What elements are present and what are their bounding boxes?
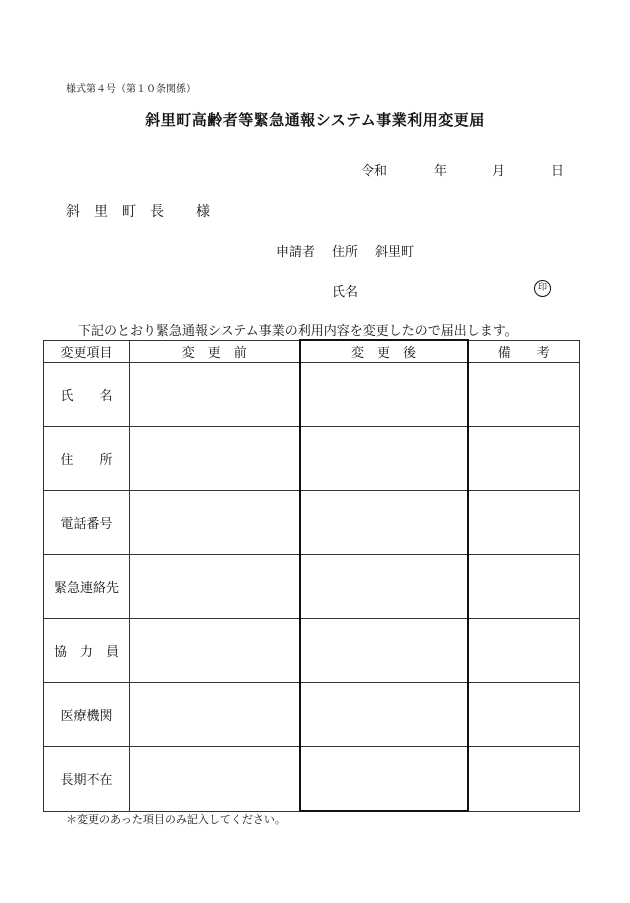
row-label-phone: 電話番号 <box>44 491 130 555</box>
table-header-row <box>44 340 580 363</box>
after-cell[interactable] <box>300 491 468 555</box>
after-cell[interactable] <box>300 619 468 683</box>
after-cell[interactable] <box>300 555 468 619</box>
before-cell[interactable] <box>130 555 300 619</box>
applicant-label: 申請者 <box>276 245 316 260</box>
row-label-long-absence: 長期不在 <box>44 747 130 812</box>
notes-cell[interactable] <box>468 555 580 619</box>
row-label-address: 住 所 <box>44 427 130 491</box>
intro-text: 下記のとおり緊急通報システム事業の利用内容を変更したので届出します。 <box>78 324 518 339</box>
table-row <box>44 363 580 427</box>
after-cell[interactable] <box>300 747 468 812</box>
row-label-cooperator: 協 力 員 <box>44 619 130 683</box>
header-change-item: 変更項目 <box>44 340 130 363</box>
header-after-change: 変 更 後 <box>300 340 468 363</box>
before-cell[interactable] <box>130 683 300 747</box>
date-month-label: 月 <box>492 164 506 179</box>
date-era: 令和 <box>361 164 388 179</box>
notes-cell[interactable] <box>468 683 580 747</box>
notes-cell[interactable] <box>468 747 580 812</box>
change-table <box>43 339 580 812</box>
address-label: 住所 <box>332 245 359 260</box>
before-cell[interactable] <box>130 747 300 812</box>
table-row <box>44 427 580 491</box>
address-value: 斜里町 <box>375 245 415 260</box>
before-cell[interactable] <box>130 619 300 683</box>
row-label-medical-institution: 医療機関 <box>44 683 130 747</box>
name-label: 氏名 <box>332 285 359 300</box>
before-cell[interactable] <box>130 491 300 555</box>
notes-cell[interactable] <box>468 363 580 427</box>
table-row <box>44 683 580 747</box>
header-before-change: 変 更 前 <box>130 340 300 363</box>
addressee-honorific: 様 <box>196 204 210 220</box>
row-label-name: 氏 名 <box>44 363 130 427</box>
addressee-name: 斜里町長 <box>66 204 178 220</box>
after-cell[interactable] <box>300 363 468 427</box>
table-row <box>44 491 580 555</box>
date-day-label: 日 <box>551 164 565 179</box>
before-cell[interactable] <box>130 363 300 427</box>
header-notes: 備 考 <box>468 340 580 363</box>
footnote: ＊変更のあった項目のみ記入してください。 <box>66 813 286 826</box>
row-label-emergency-contact: 緊急連絡先 <box>44 555 130 619</box>
notes-cell[interactable] <box>468 491 580 555</box>
notes-cell[interactable] <box>468 619 580 683</box>
after-cell[interactable] <box>300 427 468 491</box>
before-cell[interactable] <box>130 427 300 491</box>
seal-mark: 印 <box>534 280 551 297</box>
notes-cell[interactable] <box>468 427 580 491</box>
document-title: 斜里町高齢者等緊急通報システム事業利用変更届 <box>145 111 485 129</box>
table-row <box>44 619 580 683</box>
date-year-label: 年 <box>434 164 448 179</box>
table-row <box>44 555 580 619</box>
after-cell[interactable] <box>300 683 468 747</box>
form-number: 様式第４号（第１０条関係） <box>66 84 196 95</box>
table-row <box>44 747 580 812</box>
